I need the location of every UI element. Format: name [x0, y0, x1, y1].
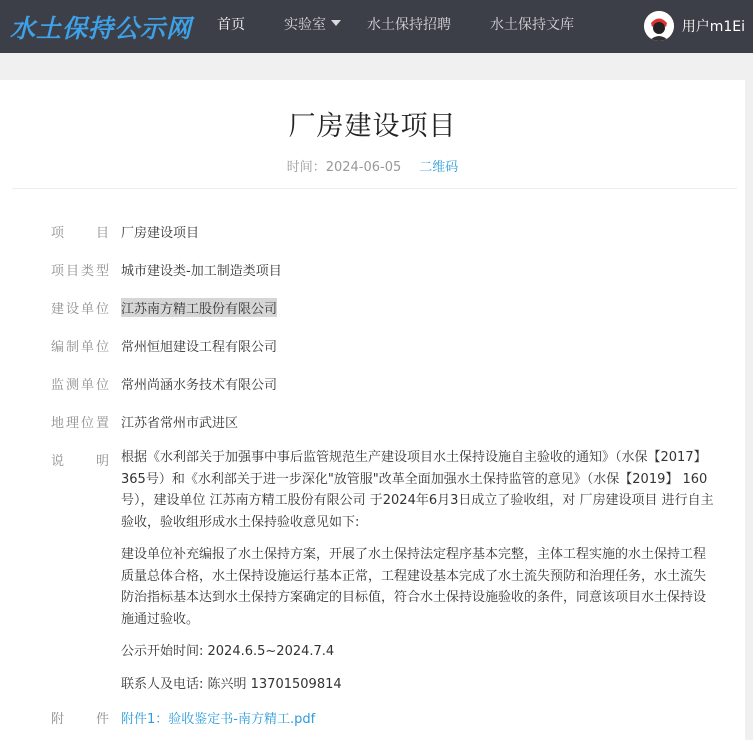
qr-code-link[interactable]: 二维码	[419, 160, 459, 175]
field-label: 建设单位	[51, 302, 109, 317]
field-label: 项目类型	[51, 264, 109, 279]
scrollbar[interactable]	[745, 53, 753, 734]
nav-spacer	[0, 53, 753, 80]
attachment-link[interactable]: 附件1：验收鉴定书-南方精工.pdf	[121, 712, 316, 727]
username: 用户m1Ei	[681, 19, 745, 35]
field-value: 城市建设类-加工制造类项目	[121, 264, 282, 279]
field-value: 江苏南方精工股份有限公司	[121, 298, 277, 317]
field-label: 项目	[51, 226, 109, 241]
field-label: 编制单位	[51, 340, 109, 355]
avatar	[644, 11, 674, 41]
nav-lab[interactable]	[284, 0, 341, 53]
description-label: 说明	[51, 454, 109, 469]
field-value: 常州尚涵水务技术有限公司	[121, 378, 278, 393]
field-label: 地理位置	[51, 416, 109, 431]
top-navbar	[0, 0, 753, 53]
nav-library[interactable]: 水土保持文库	[490, 17, 574, 33]
description-paragraph: 建设单位补充编报了水土保持方案，开展了水土保持法定程序基本完整，主体工程实施的水土保持工程质量总体合格，水土保持设施运行基本正常，工程建设基本完成了水土流失预防和治理任务，水土流失防治指标基本达到水土保持方案确定的目标值，符合水土保持设施验收的条件，同意该项目水土保持设施通过验收。	[121, 547, 707, 627]
field-value: 常州恒旭建设工程有限公司	[121, 340, 278, 355]
description-body	[121, 447, 715, 706]
field-value: 厂房建设项目	[121, 226, 200, 241]
divider	[12, 188, 737, 189]
contact-info: 联系人及电话: 陈兴明 13701509814	[121, 676, 342, 692]
chevron-down-icon	[331, 20, 341, 26]
nav-lab-label: 实验室	[284, 17, 326, 33]
user-menu[interactable]	[644, 11, 745, 41]
attachment-label: 附件	[51, 712, 109, 727]
nav-recruitment[interactable]: 水土保持招聘	[367, 17, 451, 33]
article-meta	[0, 156, 745, 175]
field-label: 监测单位	[51, 378, 109, 393]
description-paragraph: 根据《水利部关于加强事中事后监管规范生产建设项目水土保持设施自主验收的通知》（水保【2017】365号）和《水利部关于进一步深化"放管服"改革全面加强水土保持监管的意见》（水保【2019】 160号），建设单位 江苏南方精工股份有限公司 于2024年6月3日成立了验收组，对 厂房建设项目 进行自主验收，验收组形成水土保持验收意见如下:	[121, 450, 714, 530]
nav-home[interactable]: 首页	[217, 17, 245, 33]
page-title: 厂房建设项目	[288, 111, 457, 142]
publicity-period: 公示开始时间: 2024.6.5~2024.7.4	[121, 644, 335, 659]
publish-time: 时间：2024-06-05	[286, 160, 402, 175]
field-value: 江苏省常州市武进区	[121, 416, 239, 431]
site-logo[interactable]: 水土保持公示网	[10, 14, 193, 43]
